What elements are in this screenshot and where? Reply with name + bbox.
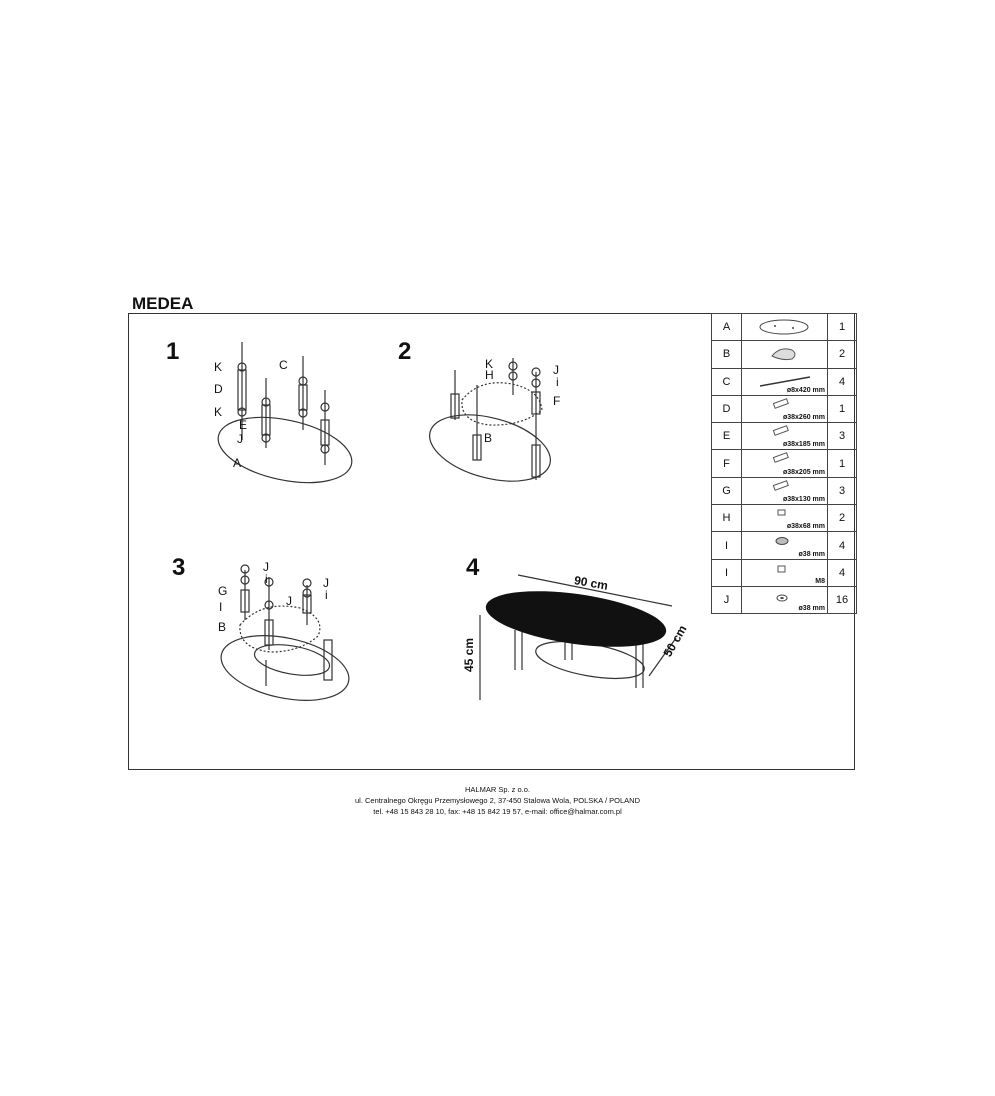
step1-label-k: K xyxy=(214,360,223,374)
footer-contact: tel. +48 15 843 28 10, fax: +48 15 842 19 57, e-mail: office@halmar.com.pl xyxy=(373,807,622,816)
part-letter: E xyxy=(712,423,742,450)
part-letter: J xyxy=(712,586,742,613)
part-dimension: ø38x68 mm xyxy=(786,523,825,531)
part-quantity: 4 xyxy=(828,368,857,395)
parts-row xyxy=(712,477,857,504)
parts-row xyxy=(712,395,857,422)
part-letter: H xyxy=(712,505,742,532)
step3-label-g: G xyxy=(218,584,228,598)
part-illustration xyxy=(742,450,828,477)
part-illustration xyxy=(742,314,828,341)
part-letter: I xyxy=(712,559,742,586)
part-letter: D xyxy=(712,395,742,422)
part-dimension: ø38 mm xyxy=(798,550,825,558)
part-illustration xyxy=(742,423,828,450)
part-quantity: 16 xyxy=(828,586,857,613)
step3-label-i: i xyxy=(265,572,268,586)
step2-label-h: H xyxy=(485,368,494,382)
step-number-2: 2 xyxy=(398,338,412,365)
step3-label-i-cap: I xyxy=(219,600,223,614)
parts-row xyxy=(712,586,857,613)
step3-label-j: J xyxy=(263,560,269,574)
step-number-1: 1 xyxy=(166,338,180,365)
dimension-height: 45 cm xyxy=(462,637,477,673)
part-illustration xyxy=(742,532,828,559)
dimension-width: 50 cm xyxy=(660,622,690,660)
part-dimension: ø38x130 mm xyxy=(782,496,825,504)
part-illustration xyxy=(742,505,828,532)
part-quantity: 2 xyxy=(828,505,857,532)
product-title: MEDEA xyxy=(132,294,194,313)
step1-label-a: A xyxy=(233,456,242,470)
parts-row xyxy=(712,341,857,368)
step1-label-j: J xyxy=(237,432,243,446)
part-quantity: 4 xyxy=(828,532,857,559)
step1-label-e: E xyxy=(239,418,248,432)
part-quantity: 1 xyxy=(828,395,857,422)
step2-label-b: B xyxy=(484,431,493,445)
dimension-length: 90 cm xyxy=(573,573,609,593)
part-dimension: M8 xyxy=(815,577,825,585)
part-dimension: ø38 mm xyxy=(798,605,825,613)
part-dimension: ø8x420 mm xyxy=(786,386,825,394)
part-dimension: ø38x205 mm xyxy=(782,468,825,476)
step-number-3: 3 xyxy=(172,554,186,581)
step2-label-f: F xyxy=(553,394,561,408)
part-dimension: ø38x185 mm xyxy=(782,441,825,449)
parts-row xyxy=(712,423,857,450)
parts-row xyxy=(712,368,857,395)
parts-row xyxy=(712,314,857,341)
part-letter: G xyxy=(712,477,742,504)
step3-label-i3: i xyxy=(325,588,328,602)
footer-address: ul. Centralnego Okręgu Przemysłowego 2, 37-450 Stalowa Wola, POLSKA / POLAND xyxy=(354,796,640,805)
part-quantity: 2 xyxy=(828,341,857,368)
part-illustration xyxy=(742,477,828,504)
step3-label-j3: J xyxy=(323,576,329,590)
part-letter: A xyxy=(712,314,742,341)
part-letter: C xyxy=(712,368,742,395)
parts-row xyxy=(712,532,857,559)
part-letter: F xyxy=(712,450,742,477)
part-quantity: 1 xyxy=(828,314,857,341)
part-illustration xyxy=(742,368,828,395)
nut-icon xyxy=(742,560,827,586)
part-illustration xyxy=(742,559,828,586)
part-quantity: 3 xyxy=(828,423,857,450)
parts-row xyxy=(712,505,857,532)
parts-row xyxy=(712,450,857,477)
part-illustration xyxy=(742,341,828,368)
step2-label-i: i xyxy=(556,375,559,389)
step2-label-j: J xyxy=(553,363,559,377)
parts-row xyxy=(712,559,857,586)
parts-list-table xyxy=(711,313,857,614)
step2-label-k: K xyxy=(485,357,494,371)
part-quantity: 1 xyxy=(828,450,857,477)
part-quantity: 4 xyxy=(828,559,857,586)
shelf-glass-icon xyxy=(742,341,827,367)
part-illustration xyxy=(742,395,828,422)
step1-label-d: D xyxy=(214,382,223,396)
oval-glass-top-icon xyxy=(742,314,827,340)
part-letter: I xyxy=(712,532,742,559)
step1-label-c: C xyxy=(279,358,288,372)
step-number-4: 4 xyxy=(466,554,480,581)
step1-label-k2: K xyxy=(214,405,223,419)
step3-label-b: B xyxy=(218,620,227,634)
step3-drawing xyxy=(215,565,355,711)
part-letter: B xyxy=(712,341,742,368)
part-illustration xyxy=(742,586,828,613)
part-quantity: 3 xyxy=(828,477,857,504)
part-dimension: ø38x260 mm xyxy=(782,414,825,422)
footer-company: HALMAR Sp. z o.o. xyxy=(464,785,531,794)
step3-label-j2: J xyxy=(286,594,292,608)
